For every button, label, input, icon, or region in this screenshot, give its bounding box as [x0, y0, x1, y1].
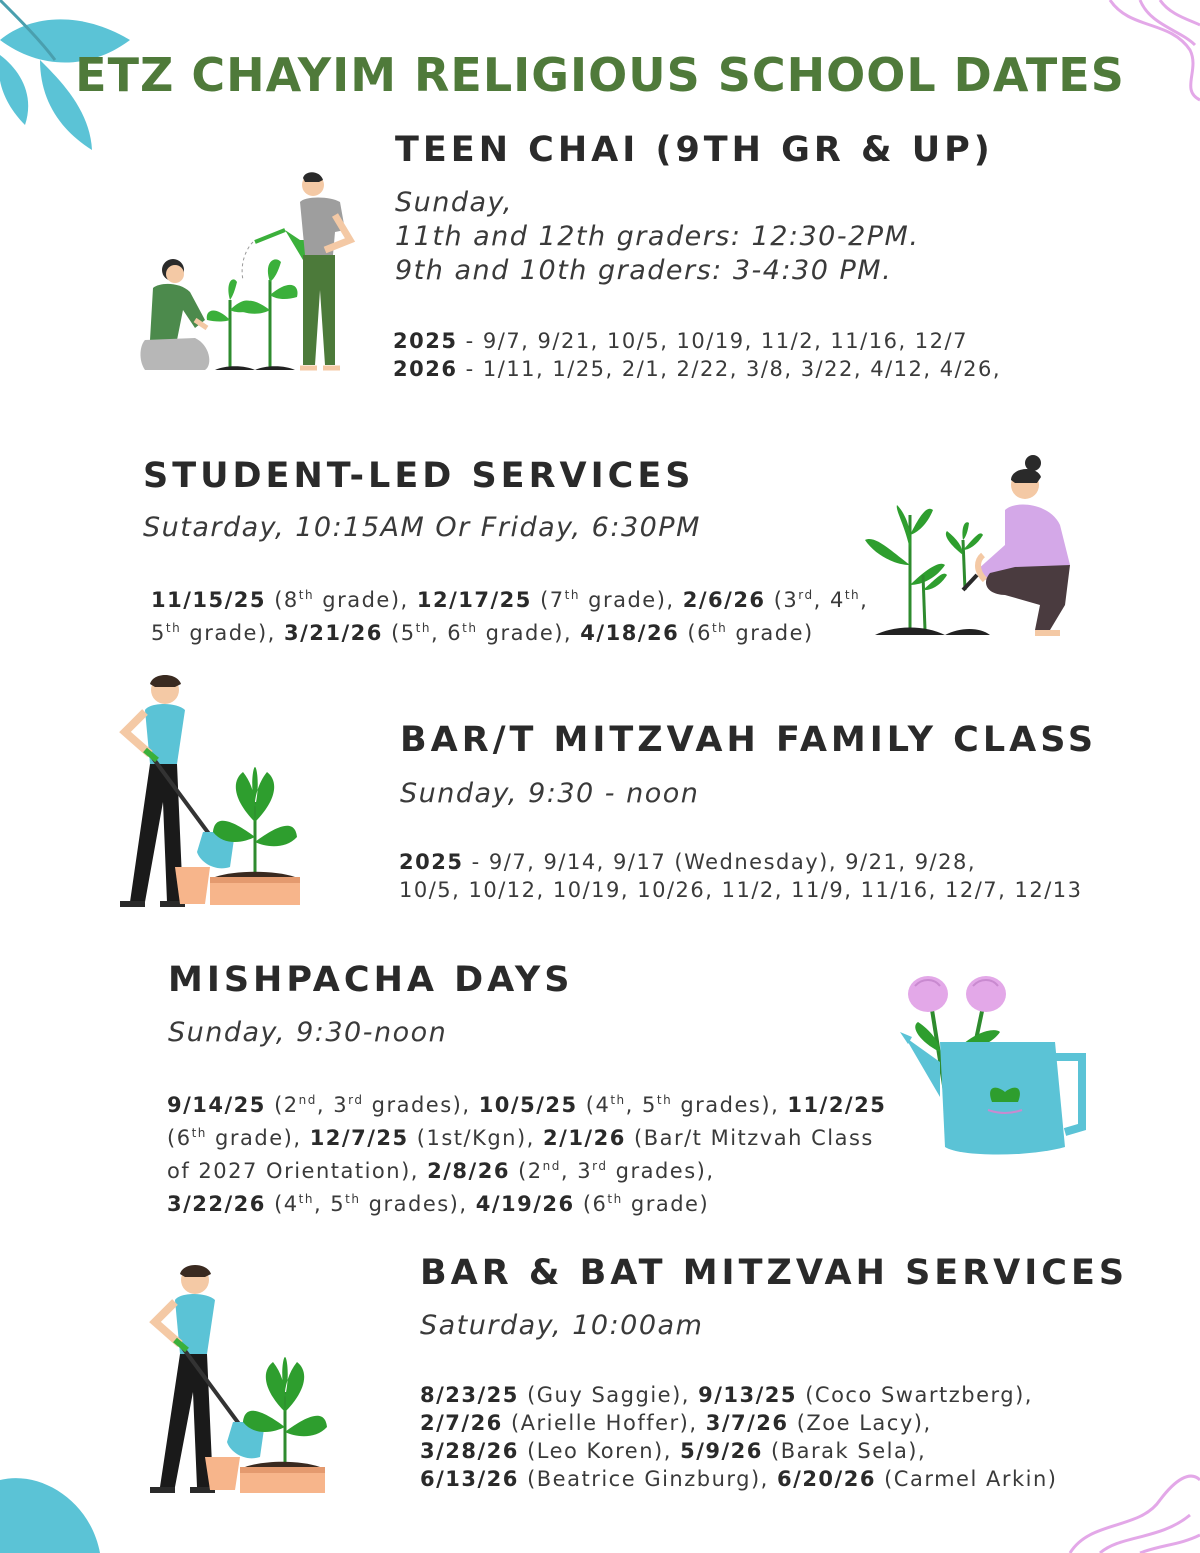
- mishpacha-heading: MISHPACHA DAYS: [168, 960, 574, 1000]
- date: 11/15/25: [151, 588, 267, 612]
- note: grade),: [477, 621, 581, 645]
- woman-planting-illustration: [865, 455, 1075, 640]
- name: (Barak Sela),: [762, 1439, 927, 1463]
- date: 6/20/26: [777, 1467, 876, 1491]
- date: 4/18/26: [580, 621, 680, 645]
- note: grade),: [314, 588, 417, 612]
- date: 8/23/25: [420, 1383, 519, 1407]
- name: (Coco Swartzberg),: [797, 1383, 1033, 1407]
- note: , 3: [560, 1159, 593, 1183]
- note: grades),: [607, 1159, 715, 1183]
- ordinal: th: [462, 621, 478, 635]
- date: 10/5/25: [478, 1093, 578, 1117]
- man-digging-illustration: [105, 672, 305, 912]
- ordinal: th: [844, 588, 861, 602]
- note: (4: [577, 1093, 611, 1117]
- note: , 4: [813, 588, 845, 612]
- note: (8: [266, 588, 299, 612]
- note: (6: [167, 1126, 192, 1150]
- ordinal: th: [191, 1126, 207, 1140]
- date: 2/7/26: [420, 1411, 503, 1435]
- ordinal: rd: [592, 1159, 608, 1173]
- student-led-time: Sutarday, 10:15AM Or Friday, 6:30PM: [143, 512, 701, 543]
- watering-can-flowers-illustration: [900, 972, 1090, 1162]
- ordinal: th: [607, 1192, 623, 1206]
- note: (5: [382, 621, 416, 645]
- note: ,: [860, 588, 869, 612]
- mishpacha-time: Sunday, 9:30-noon: [168, 1017, 448, 1048]
- mishpacha-dates: [167, 1086, 886, 1218]
- teen-chai-schedule: [395, 186, 919, 288]
- note: (2: [265, 1093, 299, 1117]
- blue-blob-decoration: [0, 1470, 110, 1553]
- note: , 3: [316, 1093, 349, 1117]
- note: grade),: [206, 1126, 310, 1150]
- man-digging-illustration-2: [135, 1262, 335, 1502]
- teen-chai-upper-grades: 11th and 12th graders: 12:30-2PM.: [395, 221, 920, 252]
- ordinal: th: [656, 1093, 673, 1107]
- teen-chai-heading: TEEN CHAI (9TH GR & UP): [395, 130, 994, 170]
- teen-chai-2025-line: [393, 327, 1001, 355]
- name: (Beatrice Ginzburg),: [518, 1467, 778, 1491]
- note: grades),: [360, 1192, 476, 1216]
- ordinal: th: [298, 588, 315, 602]
- ordinal: nd: [542, 1159, 561, 1173]
- bar-bat-time: Saturday, 10:00am: [420, 1310, 704, 1341]
- note: , 5: [313, 1192, 346, 1216]
- ordinal: th: [564, 588, 580, 602]
- name: (Zoe Lacy),: [788, 1411, 932, 1435]
- date: 12/7/25: [309, 1126, 409, 1150]
- date: 6/13/26: [420, 1467, 519, 1491]
- student-led-line-2: [151, 614, 868, 647]
- date: 11/2/25: [787, 1093, 887, 1117]
- teen-chai-day: Sunday,: [395, 187, 514, 218]
- date: 2/8/26: [427, 1159, 510, 1183]
- ordinal: rd: [348, 1093, 364, 1107]
- bar-family-line-2: 10/5, 10/12, 10/19, 10/26, 11/2, 11/9, 11/16, 12/7, 12/13: [399, 878, 1083, 902]
- note: (6: [574, 1192, 608, 1216]
- date: 3/21/26: [284, 621, 383, 645]
- note: grade): [622, 1192, 710, 1216]
- teen-chai-2026-line: [393, 355, 1001, 383]
- ordinal: th: [610, 1093, 626, 1107]
- teen-chai-lower-grades: 9th and 10th graders: 3-4:30 PM.: [395, 255, 893, 286]
- note: (1st/Kgn),: [408, 1126, 544, 1150]
- note: (7: [531, 588, 565, 612]
- pink-swirl-decoration-bottom: [1060, 1440, 1200, 1553]
- note: (2: [509, 1159, 543, 1183]
- note: 5: [151, 621, 166, 645]
- bar-bat-line-4: [420, 1465, 1058, 1493]
- note: grades),: [363, 1093, 479, 1117]
- note: , 5: [625, 1093, 657, 1117]
- bar-bat-line-2: [420, 1409, 1058, 1437]
- bar-family-time: Sunday, 9:30 - noon: [400, 778, 700, 809]
- mishpacha-line-3: [167, 1152, 886, 1185]
- ordinal: th: [415, 621, 431, 635]
- mishpacha-line-2: [167, 1119, 886, 1152]
- date: 5/9/26: [680, 1439, 763, 1463]
- year-label: 2025: [393, 329, 458, 353]
- date: 9/13/25: [698, 1383, 798, 1407]
- date-list: - 1/11, 1/25, 2/1, 2/22, 3/8, 3/22, 4/12, 4/26,: [457, 357, 1002, 381]
- page-title: ETZ CHAYIM RELIGIOUS SCHOOL DATES: [75, 48, 1125, 102]
- note: (4: [265, 1192, 299, 1216]
- note: grade),: [181, 621, 284, 645]
- note: , 6: [430, 621, 463, 645]
- bar-bat-dates: [420, 1381, 1058, 1493]
- date: 9/14/25: [167, 1093, 266, 1117]
- student-led-dates: [151, 581, 868, 647]
- date: 3/28/26: [420, 1439, 519, 1463]
- date: 2/6/26: [682, 588, 766, 612]
- note: (6: [679, 621, 712, 645]
- note: of 2027 Orientation),: [167, 1159, 428, 1183]
- name: (Carmel Arkin): [875, 1467, 1058, 1491]
- student-led-heading: STUDENT-LED SERVICES: [143, 456, 695, 496]
- ordinal: rd: [798, 588, 814, 602]
- bar-bat-heading: BAR & BAT MITZVAH SERVICES: [420, 1253, 1129, 1293]
- ordinal: th: [298, 1192, 314, 1206]
- ordinal: th: [711, 621, 728, 635]
- name: (Arielle Hoffer),: [502, 1411, 706, 1435]
- teen-chai-dates: [393, 327, 1001, 383]
- year-label: 2025: [399, 850, 464, 874]
- date: 2/1/26: [543, 1126, 626, 1150]
- date: 3/7/26: [705, 1411, 789, 1435]
- mishpacha-line-4: [167, 1185, 886, 1218]
- note: grades),: [672, 1093, 788, 1117]
- ordinal: th: [165, 621, 182, 635]
- date-list: - 9/7, 9/14, 9/17 (Wednesday), 9/21, 9/28,: [463, 850, 977, 874]
- bar-family-line-1: [399, 848, 1083, 876]
- note: (3: [765, 588, 799, 612]
- date-list: - 9/7, 9/21, 10/5, 10/19, 11/2, 11/16, 12/7: [457, 329, 968, 353]
- bar-family-dates: [399, 848, 1083, 904]
- note: grade),: [579, 588, 683, 612]
- name: (Guy Saggie),: [518, 1383, 699, 1407]
- date: 3/22/26: [167, 1192, 266, 1216]
- date: 12/17/25: [416, 588, 532, 612]
- note: (Bar/t Mitzvah Class: [625, 1126, 874, 1150]
- name: (Leo Koren),: [518, 1439, 681, 1463]
- mishpacha-line-1: [167, 1086, 886, 1119]
- year-label: 2026: [393, 357, 458, 381]
- ordinal: nd: [298, 1093, 317, 1107]
- student-led-line-1: [151, 581, 868, 614]
- bar-bat-line-3: [420, 1437, 1058, 1465]
- bar-family-heading: BAR/T MITZVAH FAMILY CLASS: [400, 720, 1098, 760]
- gardeners-illustration: [135, 170, 360, 380]
- bar-bat-line-1: [420, 1381, 1058, 1409]
- date: 4/19/26: [475, 1192, 575, 1216]
- note: grade): [727, 621, 814, 645]
- ordinal: th: [345, 1192, 361, 1206]
